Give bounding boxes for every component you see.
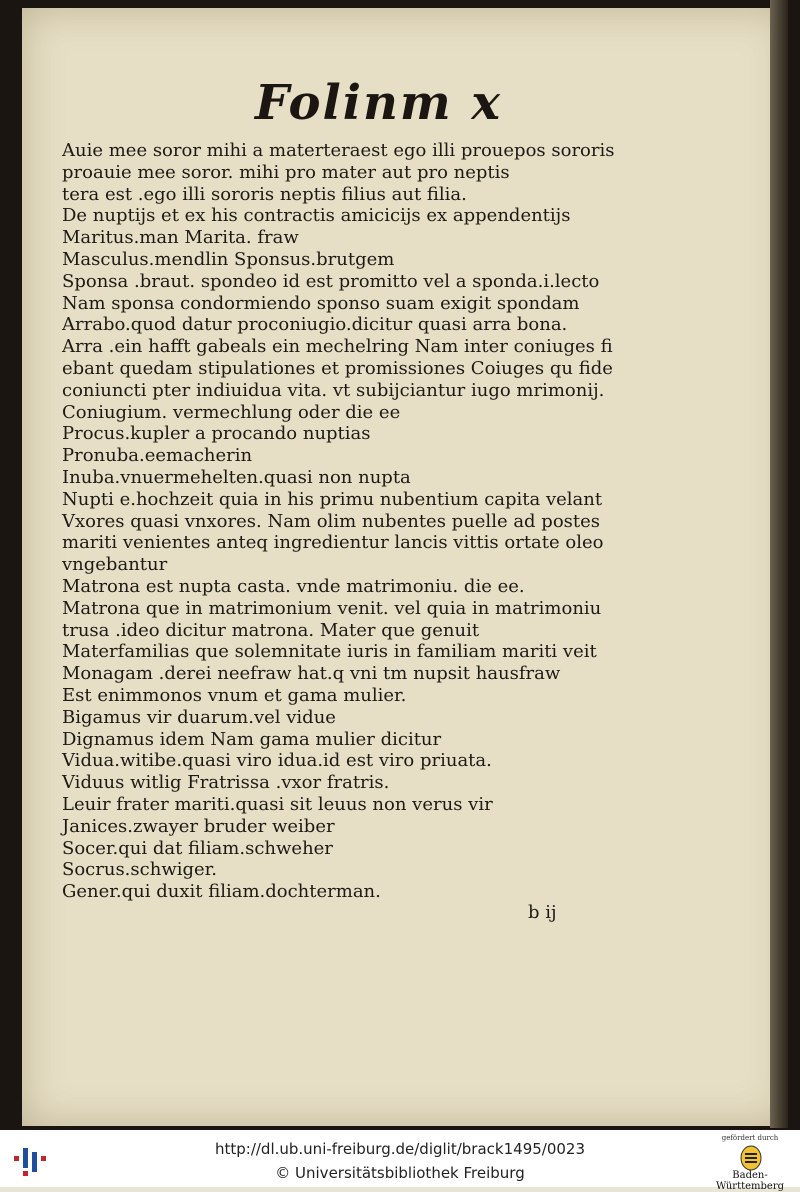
text-line: De nuptijs et ex his contractis amicicijs ex appendentijs [62,205,571,227]
signature-mark: b ij [528,902,557,923]
text-line: Bigamus vir duarum.vel vidue [62,706,336,728]
text-line: coniuncti pter indiuidua vita. vt subijciantur iugo mrimonij. [62,379,605,401]
text-line: vngebantur [62,554,168,576]
sponsor-name: Baden-Württemberg [715,1170,785,1192]
text-line: Est enimmonos vnum et gama mulier. [62,685,407,706]
text-line: Vidua.witibe.quasi viro idua.id est viro priuata. [62,750,492,772]
text-line: Arra .ein hafft gabeals ein mechelring Nam inter coniuges fi [62,336,613,358]
text-line: Arrabo.quod datur proconiugio.dicitur quasi arra bona. [62,314,568,336]
text-line: Procus.kupler a procando nuptias [62,423,371,445]
text-line: tera est .ego illi sororis neptis filius aut filia. [62,183,467,205]
text-line: Matrona que in matrimonium venit. vel quia in matrimoniu [62,597,602,619]
text-line: Auie mee soror mihi a materteraest ego illi prouepos sororis [62,140,615,161]
page-edge [770,0,788,1128]
text-line: Sponsa .braut. spondeo id est promitto vel a sponda.i.lecto [62,270,600,292]
coat-of-arms-icon [740,1145,762,1171]
text-line: Gener.qui duxit filiam.dochterman. [62,881,381,903]
text-line: ebant quedam stipulationes et promissiones Coiuges qu fide [62,358,613,379]
text-line: mariti venientes anteq ingredientur lancis vittis ortate oleo [62,532,604,554]
text-line: Viduus witlig Fratrissa .vxor fratris. [62,772,390,794]
sponsor-label: gefördert durch [721,1134,779,1142]
text-line: Coniugium. vermechlung oder die ee [62,401,401,423]
text-line: Materfamilias que solemnitate iuris in familiam mariti veit [62,641,597,663]
text-line: Dignamus idem Nam gama mulier dicitur [62,728,442,750]
text-line: Nam sponsa condormiendo sponso suam exigit spondam [62,292,580,314]
text-line: Matrona est nupta casta. vnde matrimoniu. die ee. [62,576,525,597]
copyright-text: © Universitätsbibliothek Freiburg [275,1164,525,1182]
text-line: Leuir frater mariti.quasi sit leuus non verus vir [62,794,493,815]
text-line: Socrus.schwiger. [62,859,218,881]
text-line: Pronuba.eemacherin [62,445,253,467]
text-line: Inuba.vnuermehelten.quasi non nupta [62,467,411,488]
folio-heading: Folinm x [255,75,502,131]
page-url[interactable]: http://dl.ub.uni-freiburg.de/diglit/brack1495/0023 [214,1140,586,1158]
text-line: Nupti e.hochzeit quia in his primu nubentium capita velant [62,488,603,510]
text-line: Masculus.mendlin Sponsus.brutgem [62,249,395,270]
text-line: Janices.zwayer bruder weiber [62,815,335,837]
text-line: Vxores quasi vnxores. Nam olim nubentes puelle ad postes [62,510,601,532]
text-line: proauie mee soror. mihi pro mater aut pro neptis [62,161,510,183]
text-line: trusa .ideo dicitur matrona. Mater que genuit [62,619,480,641]
text-line: Socer.qui dat filiam.schweher [62,837,333,859]
text-line: Monagam .derei neefraw hat.q vni tm nupsit hausfraw [62,663,561,685]
text-line: Maritus.man Marita. fraw [62,227,299,249]
